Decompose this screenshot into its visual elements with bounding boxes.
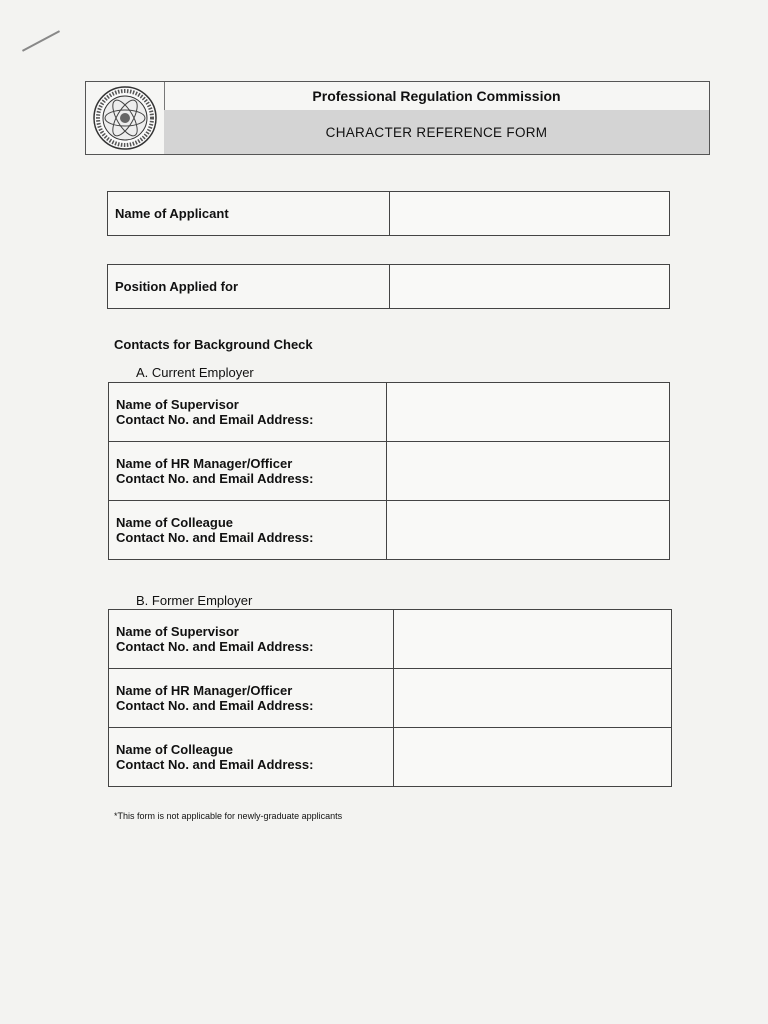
contact-email-label: Contact No. and Email Address:: [116, 639, 314, 654]
contact-email-label: Contact No. and Email Address:: [116, 530, 314, 545]
contact-label: [109, 442, 387, 501]
current-hr-manager-field[interactable]: [387, 442, 670, 501]
current-supervisor-field[interactable]: [387, 383, 670, 442]
hr-manager-name-label: Name of HR Manager/Officer: [116, 683, 293, 698]
table-row: [109, 669, 672, 728]
table-row: [109, 442, 670, 501]
table-row: [109, 501, 670, 560]
applicant-name-table: [107, 191, 670, 236]
applicant-name-field[interactable]: [390, 192, 670, 236]
footnote: *This form is not applicable for newly-graduate applicants: [114, 811, 343, 821]
former-supervisor-field[interactable]: [394, 610, 672, 669]
scan-mark: [22, 30, 60, 51]
position-table: [107, 264, 670, 309]
seal-cell: [86, 82, 165, 154]
contact-label: [109, 383, 387, 442]
colleague-name-label: Name of Colleague: [116, 515, 234, 530]
former-hr-manager-field[interactable]: [394, 669, 672, 728]
hr-manager-name-label: Name of HR Manager/Officer: [116, 456, 293, 471]
current-employer-table: [108, 382, 670, 560]
form-title: CHARACTER REFERENCE FORM: [164, 110, 709, 154]
former-employer-title: B. Former Employer: [136, 593, 253, 608]
contact-label: [109, 610, 394, 669]
supervisor-name-label: Name of Supervisor: [116, 397, 239, 412]
table-row: [109, 383, 670, 442]
organization-name: Professional Regulation Commission: [164, 82, 709, 111]
prc-seal-logo: [92, 85, 158, 151]
contact-email-label: Contact No. and Email Address:: [116, 471, 314, 486]
colleague-name-label: Name of Colleague: [116, 742, 234, 757]
form-header: [85, 81, 710, 155]
contact-label: [109, 728, 394, 787]
contacts-heading: Contacts for Background Check: [114, 337, 313, 352]
current-employer-title: A. Current Employer: [136, 365, 254, 380]
contact-email-label: Contact No. and Email Address:: [116, 757, 314, 772]
applicant-name-label: Name of Applicant: [108, 192, 390, 236]
position-label: Position Applied for: [108, 265, 390, 309]
table-row: [109, 610, 672, 669]
contact-email-label: Contact No. and Email Address:: [116, 412, 314, 427]
current-colleague-field[interactable]: [387, 501, 670, 560]
former-employer-table: [108, 609, 672, 787]
supervisor-name-label: Name of Supervisor: [116, 624, 239, 639]
former-colleague-field[interactable]: [394, 728, 672, 787]
position-field[interactable]: [390, 265, 670, 309]
contact-email-label: Contact No. and Email Address:: [116, 698, 314, 713]
contact-label: [109, 669, 394, 728]
table-row: [109, 728, 672, 787]
contact-label: [109, 501, 387, 560]
